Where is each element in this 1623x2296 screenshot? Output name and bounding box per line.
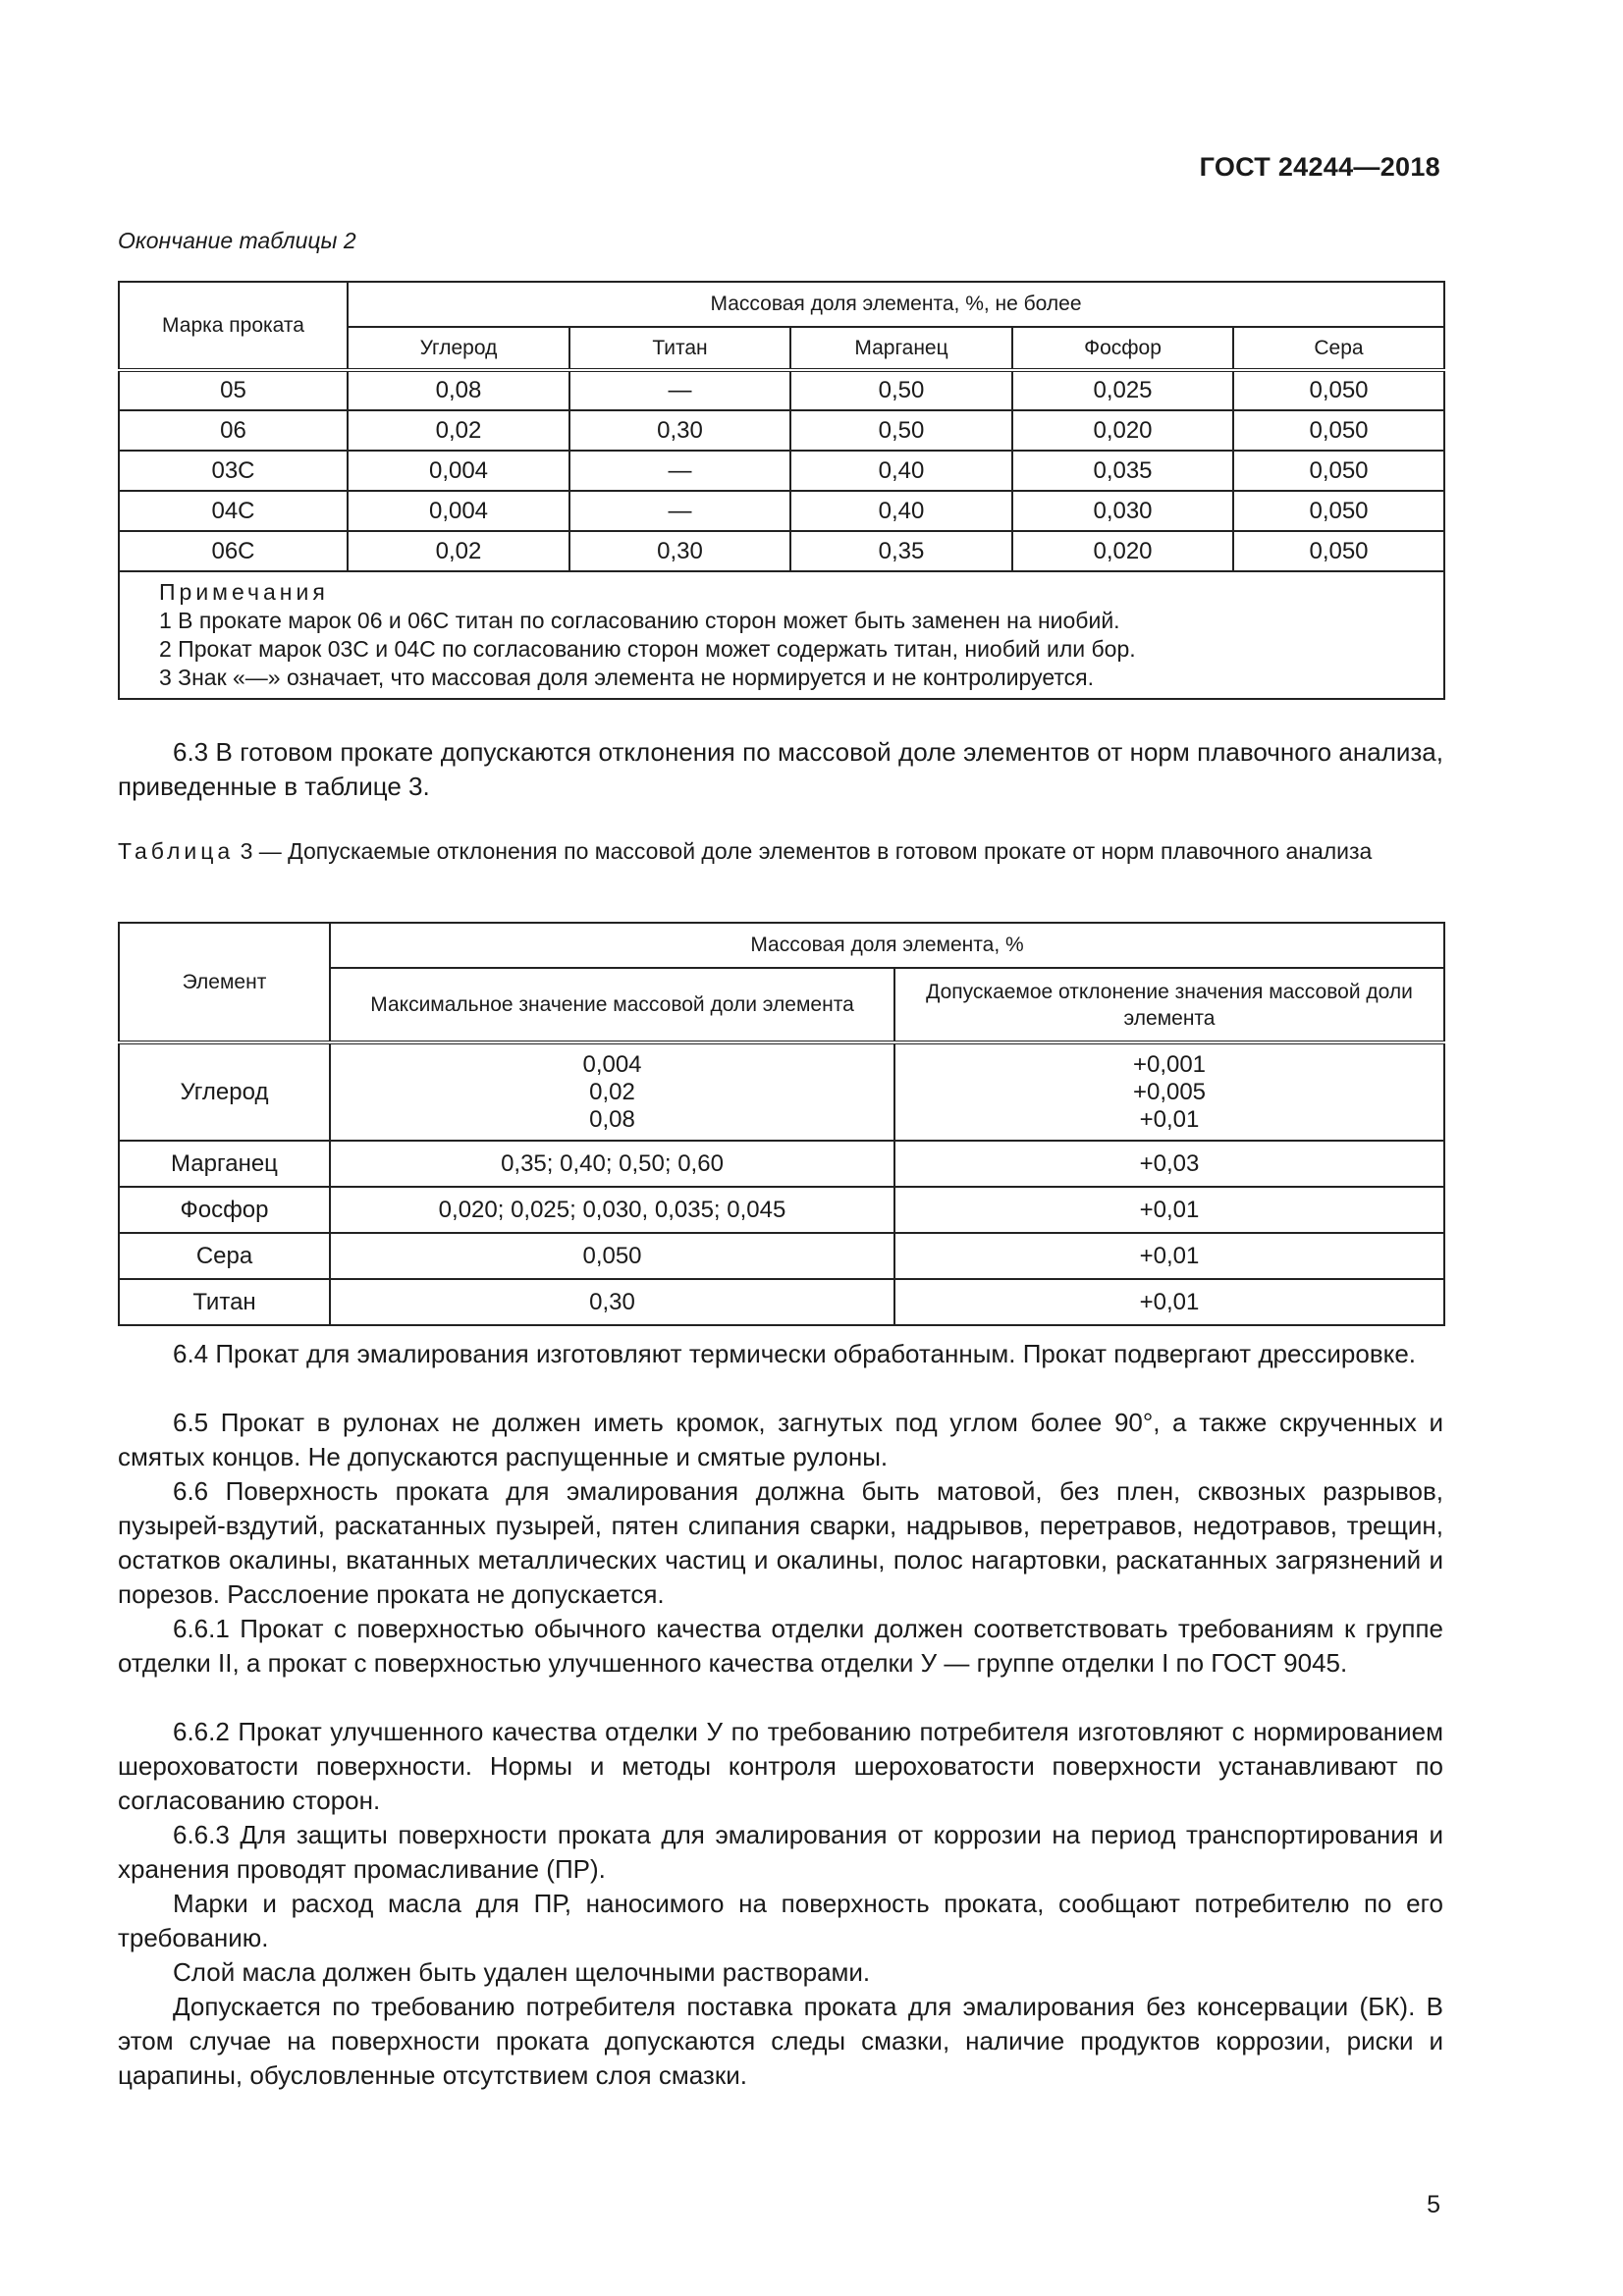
page-number: 5 (1427, 2191, 1440, 2218)
cell: 0,30 (569, 410, 790, 451)
table3-caption-label: Таблица (118, 838, 235, 864)
col-header-grade: Марка проката (119, 282, 348, 370)
table3-caption (118, 834, 1443, 868)
paragraph-bk: Допускается по требованию потребителя поставка проката для эмалирования без консервации (БК). В этом случае на поверхности проката допускаются следы смазки, наличие продуктов коррозии, риски и царапины, обусловленные отсутствием слоя смазки. (118, 1992, 1443, 2090)
col-header: Сера (1233, 327, 1444, 370)
col-header: Фосфор (1012, 327, 1233, 370)
cell: Фосфор (119, 1187, 330, 1233)
note-item: 3 Знак «—» означает, что массовая доля элемента не нормируется и не контролируется. (159, 665, 1094, 690)
table-row (119, 1141, 1444, 1187)
table-2 (118, 281, 1445, 700)
cell: +0,01 (894, 1187, 1444, 1233)
table3-caption-text: 3 — Допускаемые отклонения по массовой доле элементов в готовом прокате от норм плавочного анализа (240, 838, 1373, 864)
paragraph-6-6-2: 6.6.2 Прокат улучшенного качества отделки У по требованию потребителя изготовляют с нормированием шероховатости поверхности. Нормы и методы контроля шероховатости поверхности устанавливают по согласованию сторон. (118, 1717, 1443, 1815)
table-row (119, 1233, 1444, 1279)
cell: 0,050 (1233, 370, 1444, 410)
table2-continuation-caption: Окончание таблицы 2 (118, 228, 356, 253)
table-row (119, 1187, 1444, 1233)
cell: Марганец (119, 1141, 330, 1187)
cell: 05 (119, 370, 348, 410)
cell: — (569, 451, 790, 491)
document-id: ГОСТ 24244—2018 (1199, 152, 1440, 182)
cell: 0,50 (790, 410, 1012, 451)
cell: 0,050 (1233, 531, 1444, 571)
table-row (119, 370, 1444, 410)
note-item: 2 Прокат марок 03С и 04С по согласованию сторон может содержать титан, ниобий или бор. (159, 636, 1136, 662)
cell: +0,01 (894, 1233, 1444, 1279)
cell: 03С (119, 451, 348, 491)
table-row (119, 531, 1444, 571)
table-row (119, 451, 1444, 491)
paragraph-6-3: 6.3 В готовом прокате допускаются отклонения по массовой доле элементов от норм плавочного анализа, приведенные в таблице 3. (118, 737, 1443, 801)
cell: 06С (119, 531, 348, 571)
table-row (119, 491, 1444, 531)
cell: 0,50 (790, 370, 1012, 410)
paragraph-6-6: 6.6 Поверхность проката для эмалирования должна быть матовой, без плен, сквозных разрывов, пузырей-вздутий, раскатанных пузырей, пятен слипания сварки, надрывов, перетравов, недотравов, трещин, остатков окалины, вкатанных металлических частиц и окалины, полос нагартовки, раскатанных загрязнений и порезов. Расслоение проката не допускается. (118, 1476, 1443, 1609)
paragraph-6-6-1: 6.6.1 Прокат с поверхностью обычного качества отделки должен соответствовать требованиям к группе отделки II, а прокат с поверхностью улучшенного качества отделки У — группе отделки I по ГОСТ 9045. (118, 1614, 1443, 1678)
paragraph-oil-removal: Слой масла должен быть удален щелочными растворами. (173, 1957, 871, 1987)
cell: 0,40 (790, 491, 1012, 531)
cell: Углерод (119, 1042, 330, 1141)
cell: 0,004 (348, 451, 569, 491)
paragraph-6-4: 6.4 Прокат для эмалирования изготовляют термически обработанным. Прокат подвергают дрессировке. (173, 1339, 1417, 1368)
col-header-max: Максимальное значение массовой доли элемента (330, 968, 894, 1042)
cell: Титан (119, 1279, 330, 1325)
table-row (119, 1042, 1444, 1141)
notes-title: Примечания (159, 579, 329, 605)
col-header: Марганец (790, 327, 1012, 370)
cell: 0,020; 0,025; 0,030, 0,035; 0,045 (330, 1187, 894, 1233)
paragraph-6-6-3: 6.6.3 Для защиты поверхности проката для эмалирования от коррозии на период транспортирования и хранения проводят промасливание (ПР). (118, 1820, 1443, 1884)
cell: +0,01 (894, 1279, 1444, 1325)
note-item: 1 В прокате марок 06 и 06С титан по согласованию сторон может быть заменен на ниобий. (159, 608, 1120, 633)
paragraph-6-5: 6.5 Прокат в рулонах не должен иметь кромок, загнутых под углом более 90°, а также скрученных и смятых концов. Не допускаются распущенные и смятые рулоны. (118, 1408, 1443, 1471)
cell: 0,004 0,02 0,08 (330, 1042, 894, 1141)
cell: 0,40 (790, 451, 1012, 491)
group-header: Массовая доля элемента, % (330, 923, 1444, 968)
cell: 0,020 (1012, 410, 1233, 451)
group-header: Массовая доля элемента, %, не более (348, 282, 1444, 327)
cell: 0,050 (1233, 451, 1444, 491)
cell: 06 (119, 410, 348, 451)
cell: — (569, 370, 790, 410)
cell: 0,08 (348, 370, 569, 410)
table-row (119, 410, 1444, 451)
cell: 0,050 (330, 1233, 894, 1279)
col-header-deviation: Допускаемое отклонение значения массовой доли элемента (894, 968, 1444, 1042)
cell: 0,35; 0,40; 0,50; 0,60 (330, 1141, 894, 1187)
table-3 (118, 922, 1445, 1326)
col-header-element: Элемент (119, 923, 330, 1042)
col-header: Углерод (348, 327, 569, 370)
cell: 04С (119, 491, 348, 531)
cell: 0,030 (1012, 491, 1233, 531)
cell: Сера (119, 1233, 330, 1279)
cell: 0,050 (1233, 491, 1444, 531)
cell: +0,001 +0,005 +0,01 (894, 1042, 1444, 1141)
cell: 0,02 (348, 410, 569, 451)
table2-notes (119, 571, 1444, 699)
cell: 0,35 (790, 531, 1012, 571)
cell: 0,30 (569, 531, 790, 571)
cell: — (569, 491, 790, 531)
cell: 0,02 (348, 531, 569, 571)
cell: 0,020 (1012, 531, 1233, 571)
cell: 0,30 (330, 1279, 894, 1325)
cell: 0,035 (1012, 451, 1233, 491)
cell: 0,025 (1012, 370, 1233, 410)
cell: 0,050 (1233, 410, 1444, 451)
cell: +0,03 (894, 1141, 1444, 1187)
col-header: Титан (569, 327, 790, 370)
table-row (119, 1279, 1444, 1325)
paragraph-oil-brands: Марки и расход масла для ПР, наносимого на поверхность проката, сообщают потребителю по его требованию. (118, 1889, 1443, 1952)
cell: 0,004 (348, 491, 569, 531)
